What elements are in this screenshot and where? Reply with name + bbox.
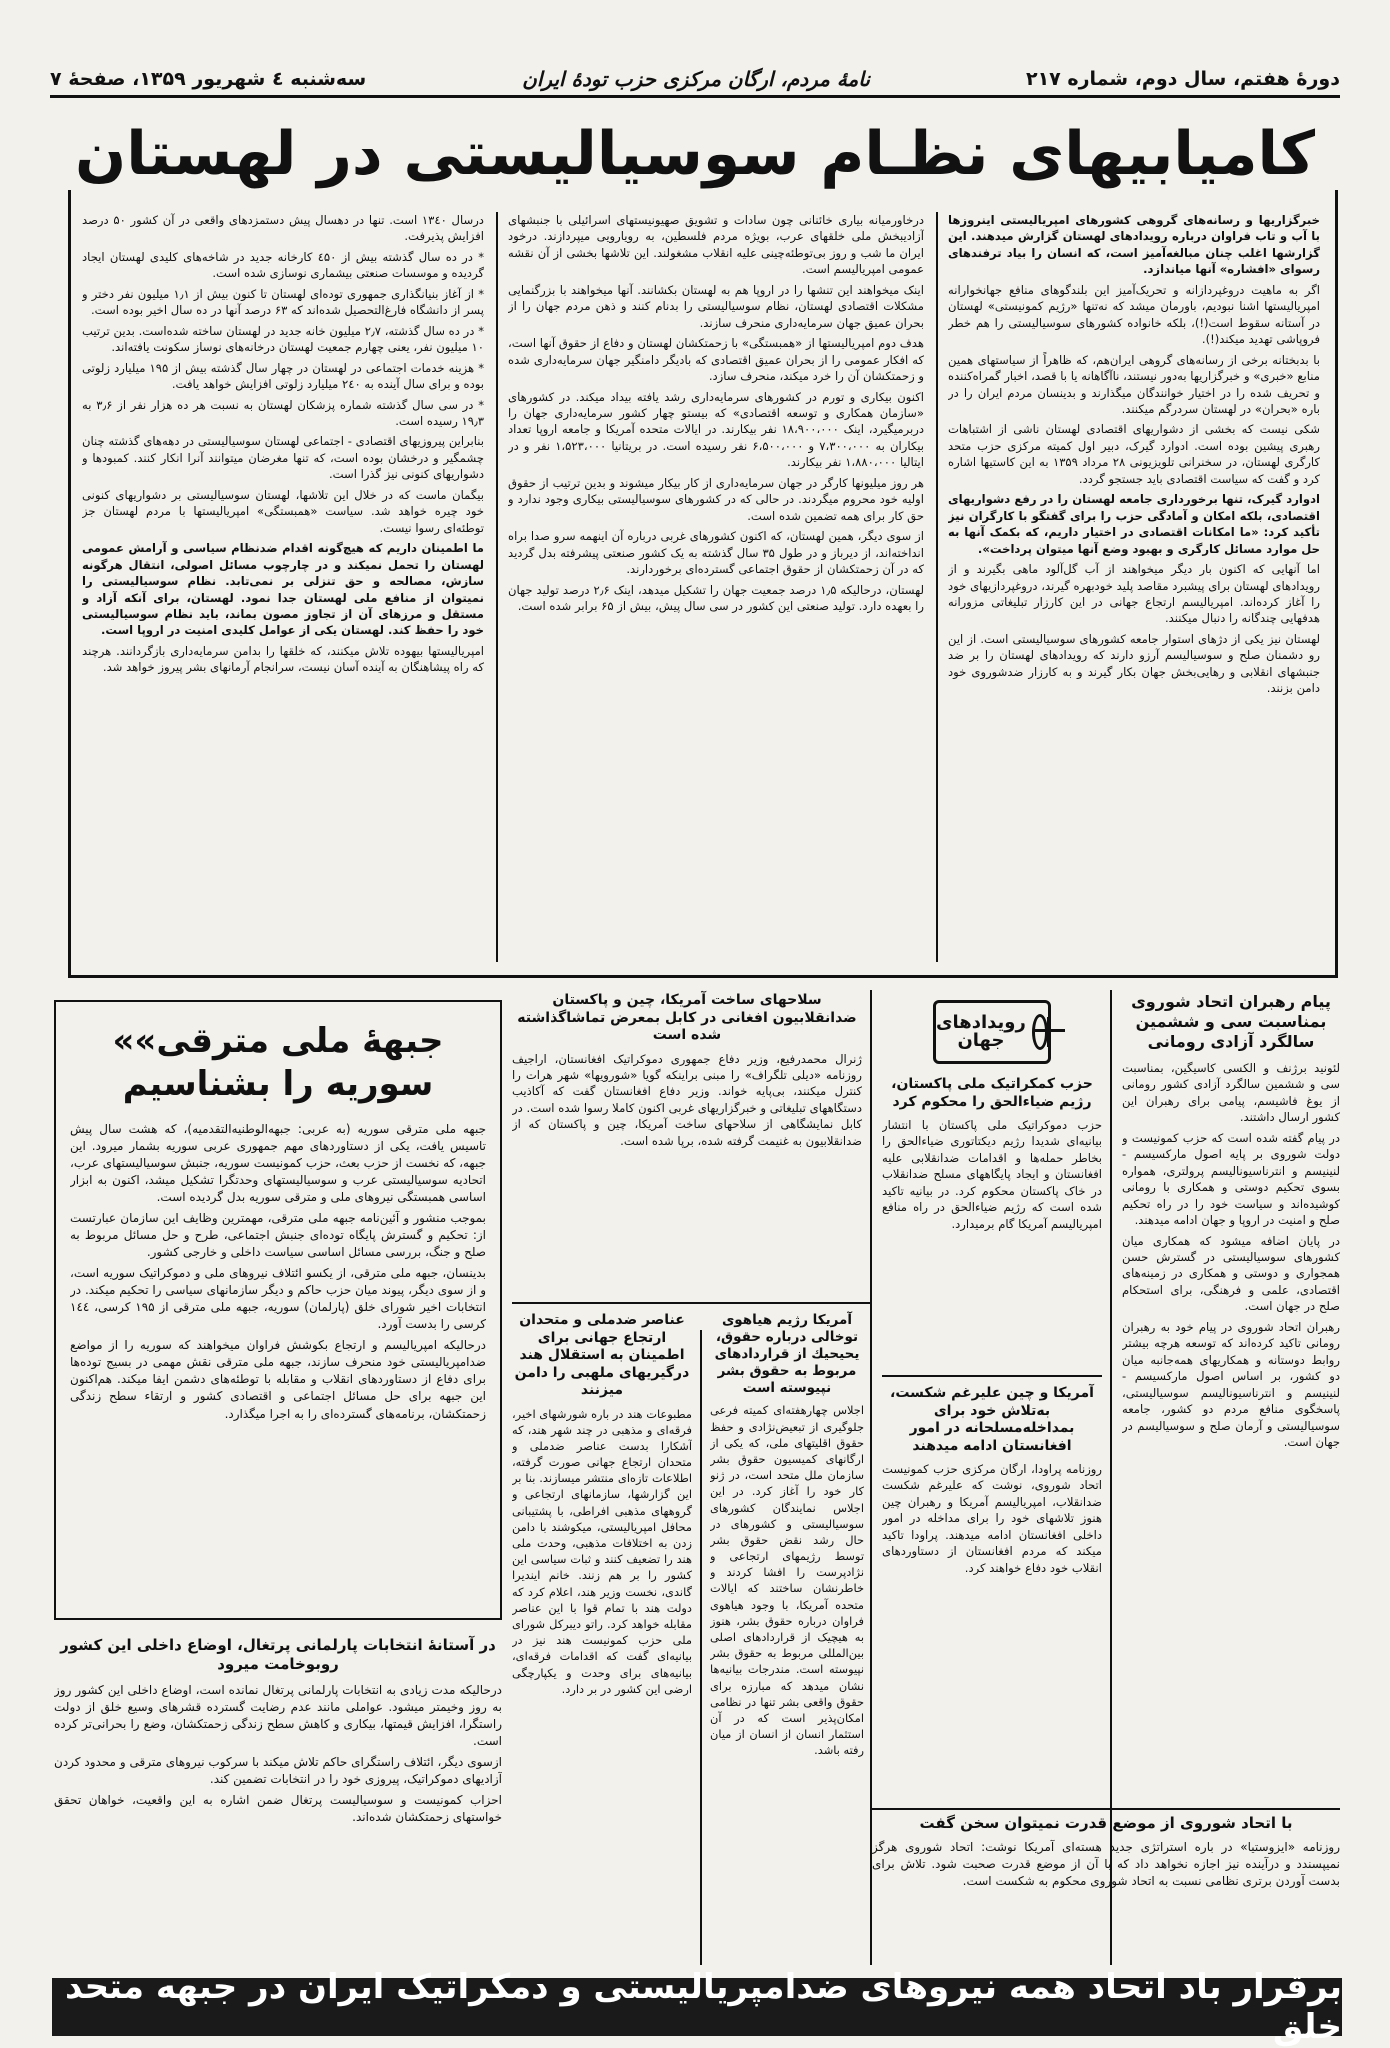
event-body	[882, 1117, 1102, 1367]
syria-body	[70, 1121, 486, 1601]
paragraph: * در ده سال گذشته، ۲٫۷ میلیون خانه جدید در لهستان ساخته شده‌است. بدین ترتیب ۱۰ میلیون نفر، یعنی چهارم جمعیت لهستان درخانه‌های نوساز سکونت یافته‌اند.	[82, 323, 484, 355]
paragraph: اجلاس چهارهفته‌ای کمیته فرعی جلوگیری از تبعیض‌نژادی و حفظ حقوق اقلیتهای ملی، که یکی از ارگانهای کمیسیون حقوق بشر سازمان ملل متحد است، در ژنو کار خود را آغاز کرد. در این اجلاس نمایندگان کشورهای سوسیالیستی و کشورهای در حال رشد نقض حقوق بشر توسط رژیمهای ارتجاعی و نژادپرست را افشا کردند و خاطرنشان ساختند که ایالات متحده آمریکا، با وجود هیاهوی فراوان درباره حقوق بشر، هنوز به هیچیک از قراردادهای اصلی بین‌المللی مربوط به حقوق بشر نپیوسته است. مندرجات بیانیه‌ها نشان میدهد که مبارزه برای حقوق واقعی بشر تنها در نظامی امکان‌پذیر است که در آن استثمار انسان از انسان از میان رفته باشد.	[710, 1403, 864, 1758]
paragraph: حزب دموکراتیک ملی پاکستان با انتشار بیانیه‌ای شدیدا رژیم دیکتاتوری ضیاءالحق را بخاطر حمله‌ها و اقدامات ضدانقلابی علیه افغانستان و ایجاد پایگاههای مسلح ضدانقلاب در خاک پاکستان محکوم کرد. در بیانیه تاکید شده است که رژیم ضیاءالحق در راه منافع امپریالیسم آمریکا گام برمیدارد.	[882, 1118, 1102, 1231]
section-divider	[512, 1302, 870, 1304]
soviet-message-body	[1122, 1060, 1340, 1800]
paragraph: بدینسان، جبهه ملی مترقی، از یکسو ائتلاف نیروهای ملی و دموکراتیک سوریه است، و از سوی دیگر، پیوند میان حزب حاکم و دیگر سازمانهای سیاسی را تحکیم میکند. در انتخابات اخیر شورای خلق (پارلمان) سوریه، جبهه ملی مترقی از ۱۹۵ کرسی، ۱٤٤ کرسی را بدست آورد.	[70, 1266, 486, 1332]
column-divider	[496, 212, 498, 962]
main-article-col-3	[82, 212, 484, 968]
paragraph: لئونید برژنف و الکسی کاسیگین، بمناسبت سی و ششمین سالگرد آزادی کشور رومانی از یوغ فاشیسم، پیامی برای رهبران این کشور ارسال داشتند.	[1122, 1061, 1340, 1125]
paragraph: اگر به ماهیت دروغپردازانه و تحریک‌آمیز این بلندگوهای منافع جهانخوارانه امپریالیستها اشنا نبودیم، باورمان میشد که نه‌تنها «رژیم کمونیستی» لهستان در آستانه سقوط است(!)، بلکه خانواده کشورهای سوسیالیستی را هم خطر فروپاشی تهدید میکند(!).	[948, 282, 1320, 347]
paragraph: در پیام گفته شده است که حزب کمونیست و دولت شوروی بر پایه اصول مارکسیسم - لنینیسم و انترناسیونالیسم پرولتری، همواره بسوی تحکیم دوستی و همکاری با رومانی کوشیده‌اند و سیاست خود را در راه تحکیم صلح و امنیت در اروپا و جهان ادامه میدهند.	[1122, 1130, 1340, 1228]
syria-article-box	[54, 1000, 502, 1620]
paragraph: بیگمان ماست که در خلال این تلاشها، لهستان سوسیالیستی بر دشواریهای کنونی خود چیره خواهد شد. سیاست «همبستگی» امپریالیستها با مردم لهستان جز توطئه‌ای رسوا نیست.	[82, 487, 484, 535]
paragraph: خبرگزاریها و رسانه‌های گروهی کشورهای امپریالیستی اینروزها با آب و تاب فراوان درباره رویدادهای لهستان گزارش میدهند. این گزارشها اغلب چنان مبالغه‌آمیز است، که انسان را بیاد ترفندهای رسوای «افشاره» آنها میاندازد.	[948, 213, 1320, 277]
paragraph: از سوی دیگر، همین لهستان، که اکنون کشورهای غربی درباره آن اینهمه سرو صدا براه انداخته‌اند، از دیرباز و در طول ۳۵ سال گذشته به یک کشور صنعتی پیشرفته بدل گردید که در آن زحمتکشان از حقوق اجتماعی گسترده‌ای برخوردارند.	[508, 529, 924, 577]
soviet-message-title: پیام رهبران اتحاد شوروی بمناسبت سی و ششمین سالگرد آزادی رومانی	[1131, 992, 1331, 1051]
section-divider	[872, 1808, 1340, 1810]
event-body	[882, 1461, 1102, 1761]
weapons-body	[512, 1051, 862, 1291]
paragraph: درسال ۱۳٤۰ است. تنها در دهسال پیش دستمزدهای واقعی در آن کشور ۵۰ درصد افزایش پذیرفت.	[82, 213, 484, 244]
portugal-article	[54, 1636, 502, 1962]
masthead-date: سه‌شنبه ٤ شهریور ۱۳۵۹، صفحهٔ ۷	[50, 67, 367, 90]
column-divider	[936, 212, 938, 962]
paragraph: در پایان اضافه میشود که همکاری میان کشورهای سوسیالیستی در گسترش حسن همجواری و دوستی و همکاری در زمینه‌های اقتصادی، علمی و فرهنگی، برای استحکام صلح در جهان است.	[1122, 1233, 1340, 1314]
soviet-strength-article	[872, 1814, 1340, 1964]
event-title: آمریکا و چین علیرغم شکست، به‌تلاش خود برای بمداخله‌مسلحانه در امور افغانستان ادامه میدهند	[890, 1385, 1094, 1454]
human-rights-body	[710, 1402, 864, 1942]
paragraph: اکنون بیکاری و تورم در کشورهای سرمایه‌داری رشد یافته بیداد میکند. در کشورهای «سازمان همکاری و توسعه اقتصادی» که بیستو چهار کشور سرمایه‌داری جهان را دربرمیگیرد، اینک ۱۸،۹۰۰،۰۰۰ نفر بیکارند. در ایالات متحده آمریکا و جامعه اروپا تعداد بیکاران به ۷،۳۰۰،۰۰۰ و ۶،۵۰۰،۰۰۰ نفر رسیده است. در بریتانیا ۱،۵۲۳،۰۰۰ نفر و در ایتالیا ۱،۸۸۰،۰۰۰ نفر بیکارند.	[508, 389, 924, 470]
india-article	[512, 1312, 692, 1962]
paragraph: ما اطمینان داریم که هیچ‌گونه اقدام ضدنظام سیاسی و آرامش عمومی لهستان را تحمل نمیکند و در چارچوب مسائل اصولی، انتقال هرگونه سازش، مصالحه و حق تنزلی بر نمی‌تابد. نظام سوسیالیستی را نمیتوان از منافع ملی لهستان جدا نمود. لهستان، برای آنکه آزاد و مستقل و مرزهای آن از تجاوز مصون بماند، باید نظام سوسیالیستی خود را حفظ کند. لهستان یکی از عوامل کلیدی امنیت در اروپا است.	[82, 541, 484, 638]
paragraph: روزنامه پراودا، ارگان مرکزی حزب کمونیست اتحاد شوروی، نوشت که علیرغم شکست ضدانقلاب، امپریالیسم آمریکا و رهبران چین هنوز تلاشهای خود را برای مداخله در امور داخلی افغانستان ادامه میدهند. پراودا تاکید میکند که مردم افغانستان از دستاوردهای انقلاب خود دفاع خواهند کرد.	[882, 1462, 1102, 1575]
footer-banner: برقرار باد اتحاد همه نیروهای ضدامپریالیستی و دمکراتیک ایران در جبهه متحد خلق	[52, 1978, 1342, 2036]
human-rights-article	[710, 1312, 864, 1962]
globe-icon	[1032, 1014, 1048, 1050]
paragraph: جبهه ملی مترقی سوریه (به عربی: جبهه‌الوطنیه‌التقدمیه)، که هشت سال پیش تاسیس یافت، یکی از دستاوردهای مهم جمهوری عربی سوریه بشمار میرود. این جبهه، که نخست از حزب بعث، حزب کمونیست سوریه، جنبش سوسیالیستهای عرب، اتحادیه سوسیالیستی عرب و سوسیالیستهای وحدتگرا تشکیل میشد، اکنون به ابزار اساسی همبستگی نیروهای ملی و مترقی سوریه بدل گردیده است.	[70, 1122, 486, 1205]
paragraph: درحالیکه مدت زیادی به انتخابات پارلمانی پرتغال نمانده است، اوضاع داخلی این کشور روز به روز وخیمتر میشود. عواملی مانند عدم رضایت گسترده قشرهای وسیع خلق از دولت راستگرا، افزایش قیمتها، بیکاری و کاهش سطح زندگی زحمتکشان، وضع را بحرانی‌تر کرده است.	[54, 1682, 502, 1748]
paragraph: بموجب منشور و آئین‌نامه جبهه ملی مترقی، مهمترین وظایف این سازمان عبارتست از: تحکیم و گسترش پایگاه توده‌ای جنبش اجتماعی، طرح و حل مسائل مربوط به صلح و جنگ، بررسی مسائل اساسی سیاست داخلی و خارجی کشور.	[70, 1211, 486, 1260]
event-title: حزب کمکراتیک ملی پاکستان، رژیم ضیاءالحق را محکوم کرد	[891, 1076, 1093, 1110]
paragraph: اینک میخواهند این تنشها را در اروپا هم به لهستان بکشانند. آنها میخواهند با بزرگنمایی مشکلات اقتصادی لهستان، نظام سوسیالیستی را بدنام کنند و ذهن مردم جهان را از بحران عمیق جهان سرمایه‌داری منحرف سازند.	[508, 282, 924, 330]
world-events-logo	[933, 1000, 1051, 1064]
paragraph: ژنرال محمدرفیع، وزیر دفاع جمهوری دموکراتیک افغانستان، اراجیف روزنامه «دیلی تلگراف» را مبنی براینکه گویا «شورویها» شهر هرات را کنترل میکنند، بی‌پایه خواند. وزیر دفاع افغانستان گفت که آکاذیب دستگاههای تبلیغاتی و خبرگزاریهای غربی اکنون کاملا رسوا شده است. در کابل نمایشگاهی از سلاحهای ساخت آمریکا، چین و پاکستان که از ضدانقلابیون به غنیمت گرفته شده، برپا شده است.	[512, 1051, 862, 1148]
india-title: عناصر ضدملی و متحدان ارتجاع جهانی برای اطمینان به استقلال هند درگیریهای ملهبی را دامن میزنند	[514, 1312, 690, 1398]
paragraph: لهستان، درحالیکه ۱٫۵ درصد جمعیت جهان را تشکیل میدهد، اینک ۲٫۶ درصد تولید جهان را بعهده دارد. تولید صنعتی این کشور در سی سال پیش، بیش از ۶۵ برابر شده است.	[508, 582, 924, 613]
portugal-title: در آستانهٔ انتخابات پارلمانی پرتغال، اوضاع داخلی این کشور روبوخامت میرود	[60, 1636, 496, 1673]
portugal-body	[54, 1682, 502, 1932]
paragraph: اما آنهایی که اکنون بار دیگر میخواهند از آب گل‌آلود ماهی بگیرند و از رویدادهای لهستان برای پیشبرد مقاصد پلید خودبهره گیرند، دروغپردازیهای خود را آغاز کرده‌اند. امپریالیسم ارتجاع جهانی در این کارزار تبلیغاتی مزورانه هدفهایی چندگانه را دنبال میکنند.	[948, 562, 1320, 626]
syria-title: «جبههٔ ملی مترقی» سوریه را بشناسیم	[112, 1021, 444, 1104]
paragraph: شکی نیست که بخشی از دشواریهای اقتصادی لهستان ناشی از اشتباهات رهبری پیشین بوده است. ادوارد گیرک، دبیر اول کمیته مرکزی حزب متحد کارگری لهستان، در سخنرانی تلویزیونی ۲۸ مرداد ۱۳۵۹ به این کاستیها اشاره کرد و گفت که سیاست اقتصادی باید جستجو گردد.	[948, 422, 1320, 486]
india-body	[512, 1406, 692, 1946]
paragraph: ازسوی دیگر، ائتلاف راستگرای حاکم تلاش میکند با سرکوب نیروهای مترقی و محدود کردن آزادیهای دموکراتیک، پیروزی خود را در انتخابات تضمین کند.	[54, 1754, 502, 1786]
paragraph: * در ده سال گذشته بیش از ٤۵۰ کارخانه جدید در شاخه‌های کلیدی لهستان ایجاد گردیده و موسسات صنعتی بیشماری نوسازی شده است.	[82, 249, 484, 281]
main-headline: کامیابیهای نظـام سوسیالیستی در لهستان	[51, 118, 1339, 190]
soviet-strength-body	[872, 1839, 1340, 1949]
paragraph: بنابراین پیروزیهای اقتصادی - اجتماعی لهستان سوسیالیستی در دهه‌های گذشته چنان چشمگیر و درخشان بوده است، که تنها مغرضان میتوانند آنرا انکار کنند. کمبودها و دشواریهای کنونی نیز گذرا است.	[82, 434, 484, 482]
main-article-col-1	[948, 212, 1320, 968]
paragraph: * هزینه خدمات اجتماعی در لهستان در چهار سال گذشته بیش از ۱۹۵ میلیارد زلوتی بوده و برای سال آینده به ۲٤۰ میلیارد زلوتی افزایش خواهد یافت.	[82, 360, 484, 392]
paragraph: احزاب کمونیست و سوسیالیست پرتغال ضمن اشاره به این واقعیت، خواهان تحقق خواستهای زحمتکشان شده‌اند.	[54, 1792, 502, 1824]
paragraph: ادوارد گیرک، تنها برخورداری جامعه لهستان را در رفع دشواریهای اقتصادی، بلکه امکان و آمادگی حزب را برای گفتگو با کارگران نیز تأکید کرد: «ما امکانات اقتصادی در اختیار داریم، که بکمک آنها به حل موارد مسائل کارگری و بهبود وضع آنها میتوان پرداخت».	[948, 492, 1320, 556]
weapons-article	[512, 992, 862, 1297]
paragraph: هدف دوم امپریالیستها از «همبستگی» با زحمتکشان لهستان و دفاع از حقوق آنها است، که افکار عمومی را از بحران عمیق اقتصادی که بادیگر دامنگیر جهان سرمایه‌داری شده و زحمتکشان آن را خرد میکند، منحرف سازد.	[508, 336, 924, 384]
paragraph: * از آغاز بنیانگذاری جمهوری توده‌ای لهستان تا کنون بیش از ۱٫۱ میلیون نفر دختر و پسر از دانشگاه فارغ‌التحصیل شده‌اند که ۶۳ درصد آنها در ده سال اخیر بوده است.	[82, 286, 484, 318]
masthead-title: نامهٔ مردم، ارگان مرکزی حزب تودهٔ ایران	[522, 66, 870, 91]
main-article-col-2	[508, 212, 924, 968]
paragraph: هر روز میلیونها کارگر در جهان سرمایه‌داری از کار بیکار میشوند و بدین ترتیب از حقوق اولیه خود محروم میگردند. در حالی که در کشورهای سوسیالیستی بیکاری وجود ندارد و حق کار برای همه تضمین شده است.	[508, 475, 924, 523]
paragraph: لهستان نیز یکی از دژهای استوار جامعه کشورهای سوسیالیستی است. از این رو دشمنان صلح و سوسیالیسم آرزو دارند که رویدادهای لهستان را بر ضد جنبشهای انقلابی و رهایی‌بخش جهان بکار گیرند و به کارزار ضدشوروی خود دامن بزنند.	[948, 631, 1320, 696]
paragraph: درحالیکه امپریالیسم و ارتجاع بکوشش فراوان میخواهند که سوریه را از مواضع ضدامپریالیستی خود منحرف سازند، جبهه ملی مترقی نقش مهمی در بسیج توده‌ها برای دفاع از دستاوردهای انقلاب و مقابله با توطئه‌های دشمن ایفا میکند. هم‌اکنون این جبهه برای حل مسائل اجتماعی و اقتصادی کشور و ارتقاء سطح زندگی زحمتکشان، برنامه‌های گسترده‌ای را به اجرا میگذارد.	[70, 1338, 486, 1421]
paragraph: امپریالیستها بیهوده تلاش میکنند، که خلقها را بدامن سرمایه‌داری بازگردانند. هرچند که راه پیشاهنگان به آینده آسان نیست، سرانجام آرمانهای بشر پیروز خواهد شد.	[82, 643, 484, 675]
soviet-strength-title: با اتحاد شوروی از موضع قدرت نمیتوان سخن گفت	[919, 1814, 1293, 1832]
column-divider	[700, 1330, 702, 1965]
paragraph: درخاورمیانه بیاری خائنانی چون سادات و تشویق صهیونیستهای اسرائیلی با جنبشهای آزادیبخش ملی خلقهای عرب، بویژه مردم فلسطین، به رویارویی میپردازند. درخود ایران ما شب و روز بی‌توطئه‌چینی علیه انقلاب مشغولند. این تلاشها بخشی از آن نقشه عمومی امپریالیسم است.	[508, 213, 924, 277]
main-headline-wrap	[0, 118, 1390, 190]
paragraph: مطبوعات هند در باره شورشهای اخیر، فرقه‌ای و مذهبی در چند شهر هند، که آشکارا بدست عناصر ضدملی و متحدان ارتجاع جهانی صورت گرفته، اطلاعات تازه‌ای منتشر میسازند. بنا بر این گزارشها، سازمانهای ارتجاعی و گروههای مذهبی افراطی، با پشتیبانی محافل امپریالیستی، میکوشند با دامن زدن به اختلافات مذهبی، وحدت ملی هند را تضعیف کنند و ثبات سیاسی این کشور را بر هم زنند. خانم ایندیرا گاندی، نخست وزیر هند، اعلام کرد که دولت هند با تمام قوا با این عناصر مقابله خواهد کرد. راتو دیبرکل شورای ملی حزب کمونیست هند نیز در بیانیه‌ای گفت که اقدامات فرقه‌ای، بیانیه‌های برای وحدت و یکپارچگی ارضی این کشور در بر دارد.	[512, 1406, 692, 1696]
section-divider	[882, 1375, 1102, 1377]
world-events-logo-text: رویدادهای جهان	[936, 1012, 1026, 1051]
paragraph: روزنامه «ایزوستیا» در باره استراتژی جدید هسته‌ای آمریکا نوشت: اتحاد شوروی هرگز نمیپسندد و درآینده نیز اجازه نخواهد داد که با آن از موضع قدرت صحبت شود. تلاش برای بدست آوردن برتری نظامی نسبت به اتحاد شوروی محکوم به شکست است.	[872, 1839, 1340, 1888]
world-events-section	[882, 996, 1102, 1802]
masthead-issue: دورهٔ هفتم، سال دوم، شماره ۲۱۷	[1025, 67, 1340, 90]
paragraph: رهبران اتحاد شوروی در پیام خود به رهبران رومانی تاکید کرده‌اند که توسعه هرچه بیشتر روابط دوستانه و همکاریهای همه‌جانبه میان دو کشور، بر اساس اصول مارکسیسم - لنینیسم و انترناسیونالیسم سوسیالیستی، پاسخگوی منافع مردم دو کشور، جامعه سوسیالیستی و آرمان صلح و سوسیالیسم در جهان است.	[1122, 1319, 1340, 1449]
human-rights-title: آمریکا رژیم هیاهوی توخالی درباره حقوق، یحیحیك از قراردادهای مربوط به حقوق بشر نپیوسته است	[714, 1312, 860, 1396]
paragraph: * در سی سال گذشته شماره پزشکان لهستان به نسبت هر ده هزار نفر از ۳٫۶ به ۱۹٫۳ رسیده است.	[82, 397, 484, 428]
weapons-title: سلاحهای ساخت آمریکا، چین و پاکستان ضدانقلابیون افغانی در کابل بمعرض تماشاگذاشته شده است	[517, 992, 857, 1043]
soviet-message-article	[1122, 992, 1340, 1802]
masthead	[50, 62, 1340, 98]
paragraph: با بدبختانه برخی از رسانه‌های گروهی ایران‌هم، که ظاهراً از سیاستهای همین منابع «خبری» و خبرگزاریها به‌دور نیستند، ناآگاهانه یا با قصد، اخبار گمراه‌کننده و تحریف شده را در اختیار خوانندگان میگذارند و بدینسان مردم ایران را در باره «بحران» در لهستان سردرگم میکنند.	[948, 352, 1320, 416]
